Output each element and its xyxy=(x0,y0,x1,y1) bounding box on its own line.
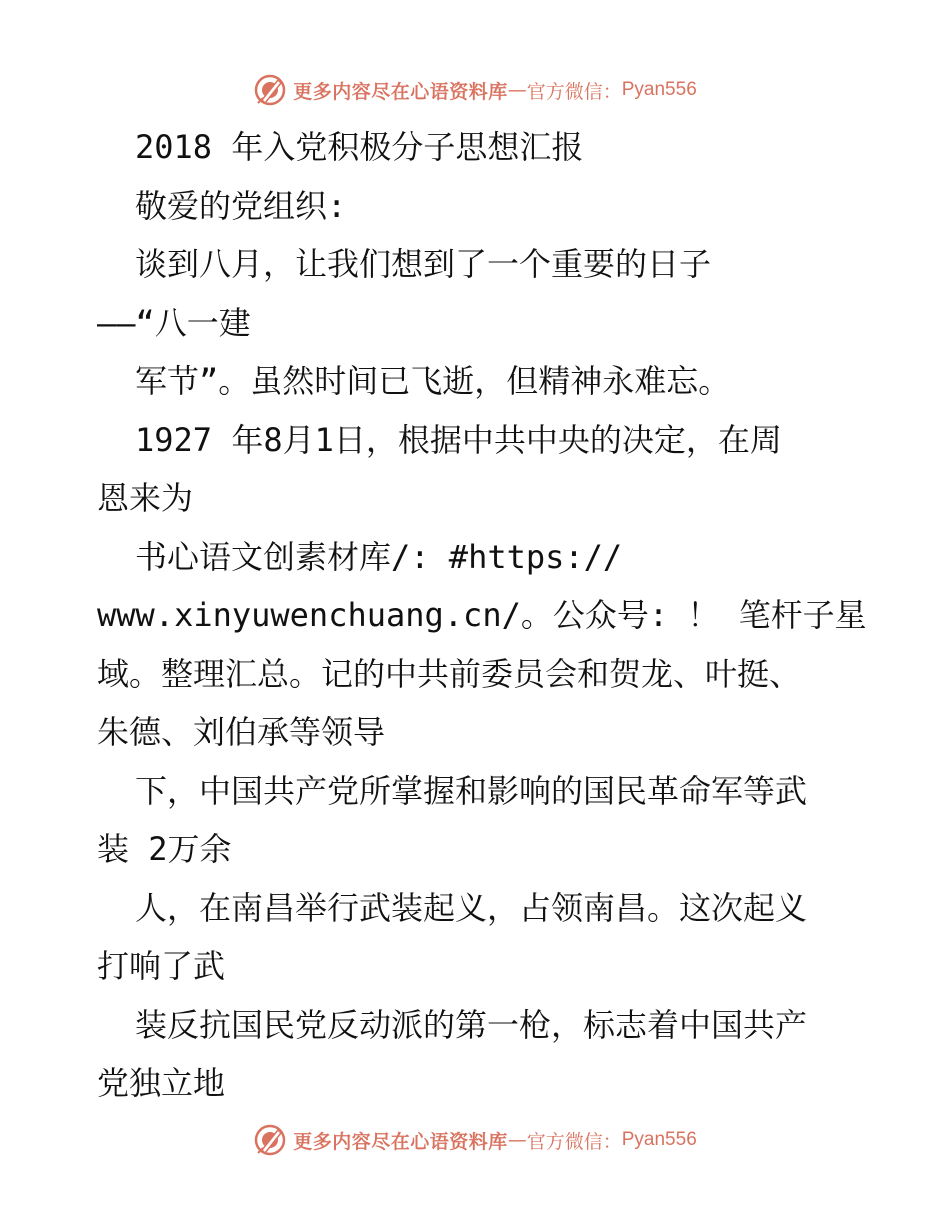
doc-line: 谈到八月，让我们想到了一个重要的日子 xyxy=(135,245,712,283)
pen-logo-icon xyxy=(253,1123,287,1157)
header-banner xyxy=(0,72,950,108)
pen-logo-icon xyxy=(253,73,287,107)
doc-line: 装 2万余 xyxy=(97,830,232,868)
document-body xyxy=(97,118,867,1113)
banner-main-text: 更多内容尽在心语资料库 xyxy=(293,80,508,103)
footer-banner xyxy=(0,1122,950,1158)
banner-wechat-id: Pyan556 xyxy=(621,1129,697,1150)
doc-line: 恩来为 xyxy=(97,479,194,517)
doc-line: www.xinyuwenchuang.cn/。公众号: ！ 笔杆子星 xyxy=(97,596,867,634)
banner-wechat-label: 官方微信： xyxy=(526,80,622,103)
doc-line: 人，在南昌举行武装起义，占领南昌。这次起义 xyxy=(135,888,808,927)
banner-dash: — xyxy=(507,79,527,101)
doc-line: 1927 年8月1日，根据中共中央的决定，在周 xyxy=(135,420,782,459)
doc-line: 域。整理汇总。记的中共前委员会和贺龙、叶挺、 xyxy=(97,654,802,693)
doc-salutation: 敬爱的党组织: xyxy=(135,186,347,225)
doc-line: 打响了武 xyxy=(97,947,226,985)
doc-line: 军节”。虽然时间已飞逝，但精神永难忘。 xyxy=(135,362,731,400)
doc-line: ——“八一建 xyxy=(97,303,251,342)
doc-title: 2018 年入党积极分子思想汇报 xyxy=(135,128,584,166)
banner-wechat-id: Pyan556 xyxy=(621,79,697,100)
doc-line: 书心语文创素材库/: #https:// xyxy=(135,537,623,576)
banner-dash: — xyxy=(507,1129,527,1151)
doc-line: 党独立地 xyxy=(97,1064,226,1102)
doc-line: 朱德、刘伯承等领导 xyxy=(97,713,386,751)
doc-line: 装反抗国民党反动派的第一枪，标志着中国共产 xyxy=(135,1005,808,1044)
doc-line: 下，中国共产党所掌握和影响的国民革命军等武 xyxy=(135,771,808,810)
banner-wechat-label: 官方微信： xyxy=(526,1130,622,1153)
banner-main-text: 更多内容尽在心语资料库 xyxy=(293,1130,508,1153)
